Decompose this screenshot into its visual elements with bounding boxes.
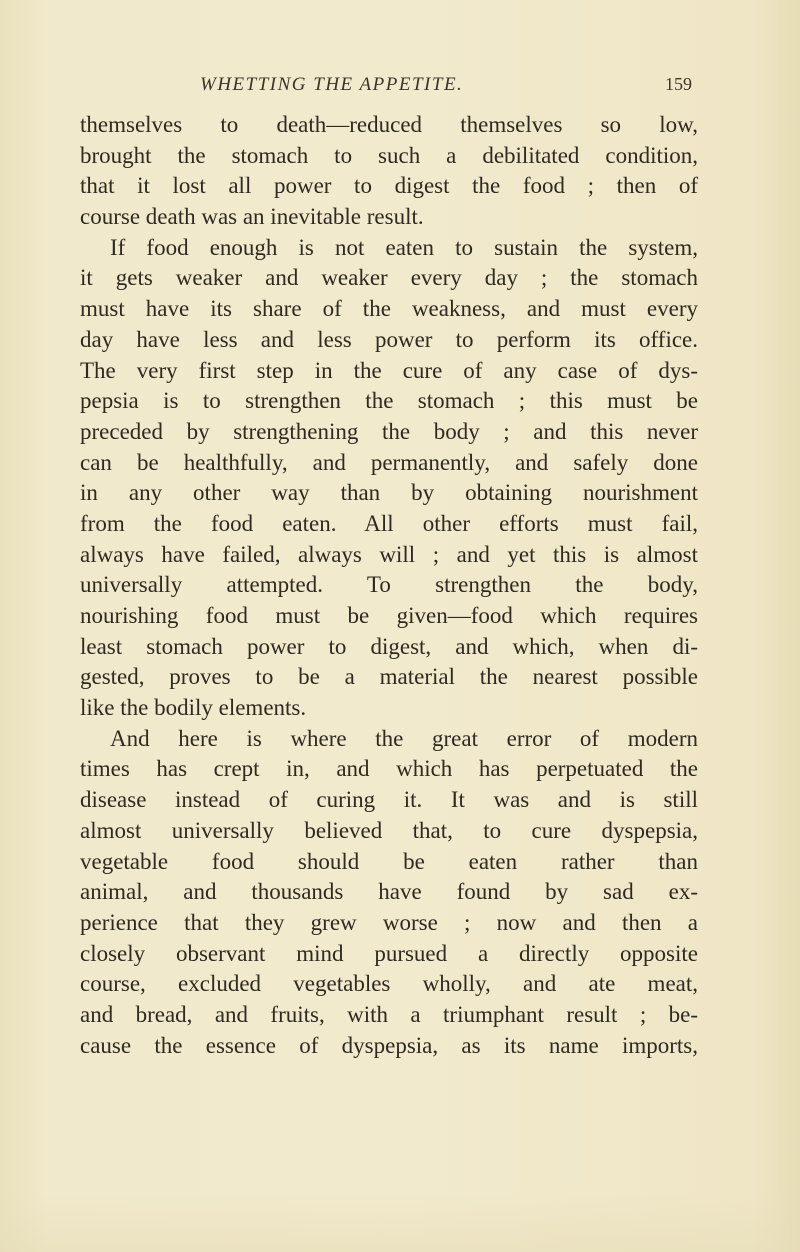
text-line: in any other way than by obtaining nourishment (80, 480, 698, 506)
text-line: course death was an inevitable result. (80, 204, 424, 230)
text-line: And here is where the great error of modern (110, 725, 698, 751)
text-line: disease instead of curing it. It was and is still (80, 787, 698, 813)
text-line: themselves to death—reduced themselves so low, (80, 112, 698, 137)
text-line: times has crept in, and which has perpetuated the (80, 756, 698, 782)
text-line: perience that they grew worse ; now and then a (80, 909, 698, 935)
text-line: from the food eaten. All other efforts must fail, (80, 510, 698, 536)
text-line: nourishing food must be given—food which requires (80, 603, 698, 628)
text-line: universally attempted. To strengthen the body, (80, 572, 698, 598)
text-line: The very first step in the cure of any case of dys- (80, 357, 698, 383)
text-line: and bread, and fruits, with a triumphant result ; be- (80, 1001, 698, 1027)
page-header (80, 70, 700, 104)
text-line: closely observant mind pursued a directly opposite (80, 940, 698, 966)
text-line: course, excluded vegetables wholly, and ate meat, (80, 971, 698, 997)
text-line: preceded by strengthening the body ; and this never (80, 418, 698, 444)
text-line: that it lost all power to digest the food ; then of (80, 173, 698, 199)
text-line: almost universally believed that, to cure dyspepsia, (80, 817, 698, 843)
text-line: gested, proves to be a material the nearest possible (80, 664, 698, 690)
page-bottom-shadow (0, 1192, 800, 1252)
text-line: cause the essence of dyspepsia, as its name imports, (80, 1032, 698, 1058)
page-number: 159 (665, 74, 692, 94)
text-line: least stomach power to digest, and which, when di- (80, 633, 698, 659)
text-line: like the bodily elements. (80, 695, 307, 721)
text-line: animal, and thousands have found by sad ex- (80, 879, 698, 905)
text-line: must have its share of the weakness, and must every (80, 296, 698, 322)
text-line: it gets weaker and weaker every day ; the stomach (80, 265, 698, 291)
text-line: can be healthfully, and permanently, and safely done (80, 449, 698, 475)
text-line: always have failed, always will ; and yet this is almost (80, 541, 698, 567)
text-line: brought the stomach to such a debilitated condition, (80, 142, 698, 168)
text-line: day have less and less power to perform its office. (80, 326, 698, 352)
text-line: If food enough is not eaten to sustain the system, (110, 234, 698, 260)
running-title: WHETTING THE APPETITE. (200, 74, 464, 95)
body-text (80, 110, 698, 1061)
text-line: pepsia is to strengthen the stomach ; this must be (80, 388, 698, 414)
text-line: vegetable food should be eaten rather than (80, 848, 698, 874)
